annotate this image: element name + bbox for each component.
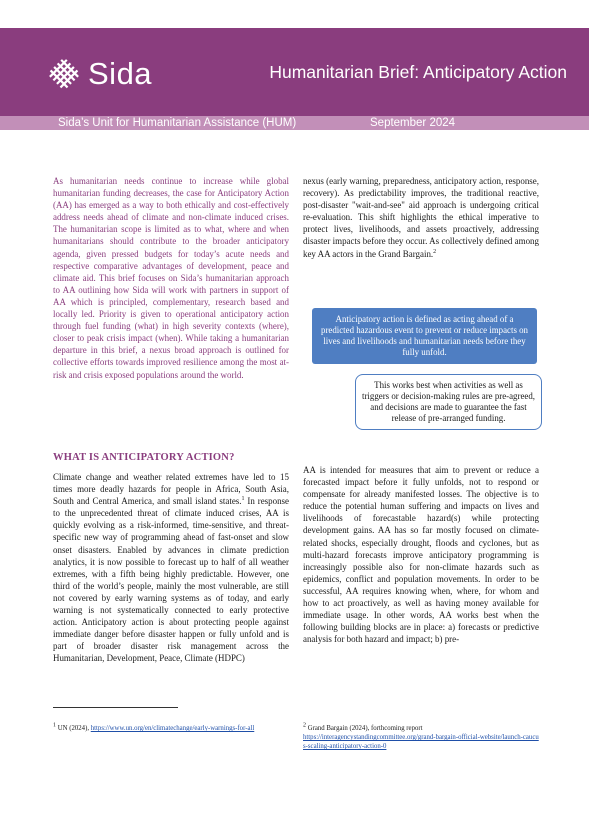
section-left-paragraph — [53, 471, 289, 665]
left-text-part1: Climate change and weather related extremes have led to 15 times more deadly hazards for people in Africa, South Asia, South and Central America, and small island states. — [53, 472, 289, 507]
logo-text: Sida — [88, 56, 153, 91]
footnote-ref-1: 1 — [241, 496, 245, 503]
works-best-callout-text: This works best when activities as well as triggers or decision-making rules are pre-agreed, and decisions are made to guarantee the fast release of pre-arranged funding. — [362, 380, 535, 423]
section-heading: WHAT IS ANTICIPATORY ACTION? — [53, 452, 235, 463]
footnote-ref-2: 2 — [433, 248, 437, 255]
right-top-text: nexus (early warning, preparedness, anticipatory action, response, recovery). As predictability improves, the traditional reactive, post-disaster "wait-and-see" aid approach is undergoing critical re-evaluation. This shift highlights the ethical imperative to protect lives, livelihoods, and assets proactively, addressing disaster impacts before they occur. As collectively defined among key AA actors in the Grand Bargain. — [303, 176, 539, 259]
subheader-strip — [0, 116, 589, 130]
sida-logo — [44, 54, 152, 94]
publication-date: September 2024 — [370, 117, 456, 129]
left-text-part2: In response to the unprecedented threat of climate induced crises, AA is quickly evolving as a risk-informed, time-sensitive, and threat-specific new way of programming ahead of fast-onset and slow onset disasters. Enabled by advances in climate prediction analytics, it is now possible to forecast up to half of all weather extremes, with a fifth being highly predictable. However, one third of the world’s people, mainly the most vulnerable, are still not covered by early warning systems as of today, and early warning is not systematically connected to early protective action. Anticipatory action is about protecting people against immediate danger before disaster happen or fully unfold and is part of broader disaster risk management across the Humanitarian, Development, Peace, Climate (HDPC) — [53, 496, 289, 664]
right-column-top-paragraph — [303, 175, 539, 260]
footnote-1-number: 1 — [53, 722, 56, 729]
intro-paragraph: As humanitarian needs continue to increase while global humanitarian funding decreases, the case for Anticipatory Action (AA) has emerged as a way to both ethically and cost-effectively address needs ahead of climate and non-climate induced crises. The humanitarian scope is limited as to what, where and when humanitarians should contribute to the broader anticipatory agenda, given pressed budgets for today’s acute needs and respective comparative advantages of development, peace and climate aid. This brief focuses on Sida’s humanitarian approach to AA outlining how Sida will work with partners in support of AA which is principled, complementary, research based and locally led. Priority is given to operational anticipatory action through fuel funding (what) in high severity contexts (where), closer to peak crisis impact (when). While taking a humanitarian departure in this brief, a nexus broad approach is outlined for collective efforts towards improved resilience among the most at-risk and crisis exposed populations around the world. — [53, 176, 289, 380]
footnote-2-text: Grand Bargain (2024), forthcoming report — [306, 725, 423, 732]
footnote-2-number: 2 — [303, 722, 306, 729]
footnote-1-text: UN (2024), — [56, 725, 91, 732]
footnote-2-link[interactable]: https://interagencystandingcommittee.org/grand-bargain-official-website/launch-caucus-scaling-anticipatory-action-0 — [303, 734, 539, 750]
footnote-2 — [303, 724, 539, 751]
footnote-divider — [53, 707, 178, 708]
footnote-1 — [53, 724, 289, 733]
sida-lattice-icon — [44, 54, 84, 94]
page-title: Humanitarian Brief: Anticipatory Action — [269, 62, 567, 82]
works-best-callout — [355, 374, 542, 430]
unit-name: Sida’s Unit for Humanitarian Assistance (HUM) — [58, 117, 297, 129]
header-band — [0, 28, 589, 130]
definition-callout — [312, 308, 537, 364]
section-right-paragraph: AA is intended for measures that aim to prevent or reduce a forecasted impact before it fully unfolds, not to respond or compensate for already manifested losses. The objective is to reduce the potential human suffering and impacts on lives and livelihoods of forecastable hazard(s) while protecting development gains. AA has so far mostly focused on climate-related shocks, especially drought, floods and cyclones, but as multi-hazard forecasts improve anticipatory programming is increasingly possible also for non-climate hazards such as epidemics, conflict and population movements. In order to be successful, AA requires knowing when, where, for whom and how to act proactively, as well as having money available for immediate usage. In other words, AA works best when the following building blocks are in place: a) forecasts or predictive analysis for both hazard and impact; b) pre- — [303, 465, 539, 645]
definition-callout-text: Anticipatory action is defined as acting ahead of a predicted hazardous event to prevent or reduce impacts on lives and livelihoods and humanitarian needs before they fully unfold. — [321, 314, 528, 357]
footnote-1-link[interactable]: https://www.un.org/en/climatechange/early-warnings-for-all — [90, 725, 255, 732]
